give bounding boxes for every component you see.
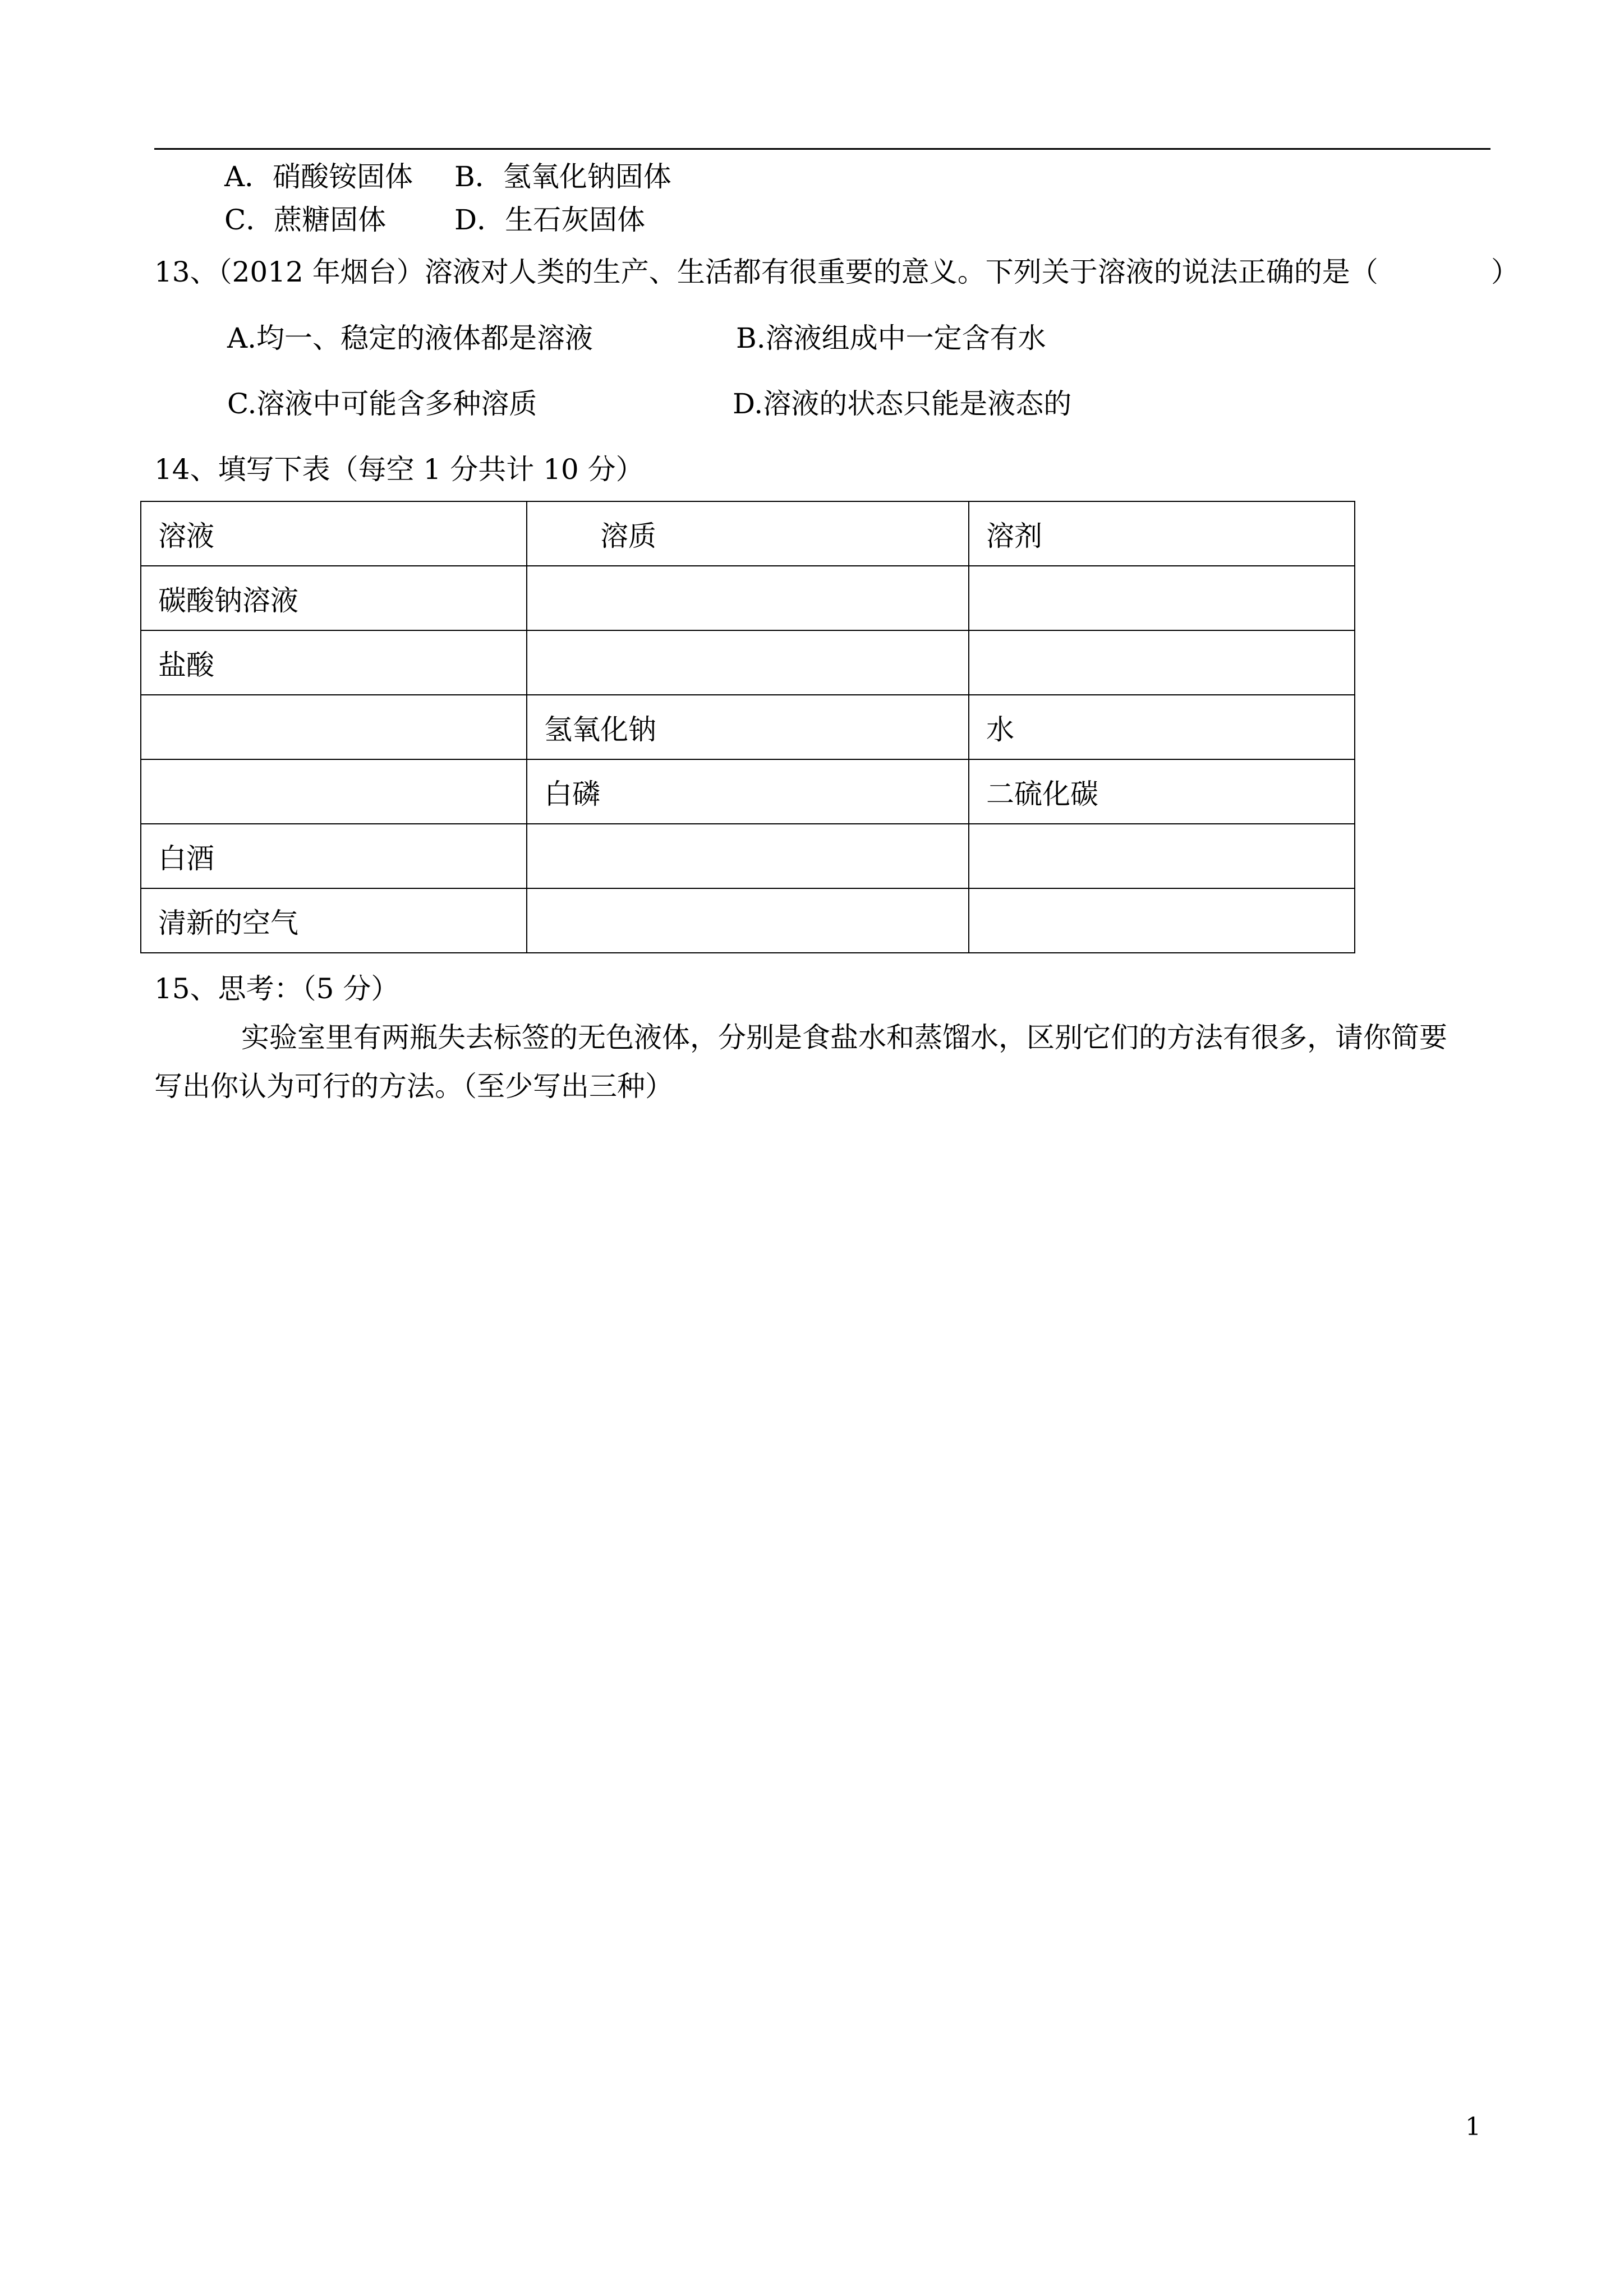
table-cell: 碳酸钠溶液	[141, 566, 527, 630]
table-row	[141, 630, 1355, 695]
q15-stem: 15、思考：（5 分）	[154, 972, 399, 1005]
q14-stem: 14、填写下表（每空 1 分共计 10 分）	[154, 453, 644, 486]
table-cell	[527, 566, 969, 630]
header-cell-solvent: 溶剂	[969, 501, 1355, 566]
table-row	[141, 695, 1355, 759]
table-cell: 白酒	[141, 824, 527, 888]
table-cell: 清新的空气	[141, 888, 527, 953]
table-cell	[969, 630, 1355, 695]
table-row	[141, 759, 1355, 824]
fill-in-table	[140, 501, 1355, 953]
table-cell	[141, 759, 527, 824]
table-cell	[527, 888, 969, 953]
page-number: 1	[1465, 2113, 1481, 2141]
table-cell	[969, 888, 1355, 953]
q12-option-a: A．硝酸铵固体	[224, 160, 413, 193]
q12-option-d: D．生石灰固体	[454, 204, 646, 236]
table-row	[141, 888, 1355, 953]
table-header-row	[141, 501, 1355, 566]
header-cell-solute: 溶质	[527, 501, 969, 566]
table-cell: 氢氧化钠	[527, 695, 969, 759]
q15-body-line1: 实验室里有两瓶失去标签的无色液体，分别是食盐水和蒸馏水，区别它们的方法有很多，请你简要	[241, 1021, 1447, 1054]
q15-body-line2: 写出你认为可行的方法。（至少写出三种）	[154, 1070, 673, 1103]
header-rule	[154, 148, 1490, 150]
table-cell: 白磷	[527, 759, 969, 824]
table-row	[141, 566, 1355, 630]
q13-option-d: D.溶液的状态只能是液态的	[733, 388, 1072, 420]
q13-option-c: C.溶液中可能含多种溶质	[227, 388, 537, 420]
q13-option-a: A.均一、稳定的液体都是溶液	[227, 322, 594, 354]
table-cell	[527, 630, 969, 695]
table-cell	[141, 695, 527, 759]
q13-option-b: B.溶液组成中一定含有水	[736, 322, 1046, 354]
q13-stem: 13、（2012 年烟台）溶液对人类的生产、生活都有很重要的意义。下列关于溶液的说法正确的是（	[154, 256, 1378, 288]
table-row	[141, 824, 1355, 888]
table-cell: 盐酸	[141, 630, 527, 695]
q12-option-c: C．蔗糖固体	[224, 204, 387, 236]
q12-option-b: B．氢氧化钠固体	[454, 160, 671, 193]
q13-stem-close: ）	[1491, 256, 1519, 288]
table-cell	[969, 566, 1355, 630]
table-cell	[527, 824, 969, 888]
table-cell: 二硫化碳	[969, 759, 1355, 824]
table-cell	[969, 824, 1355, 888]
table-cell: 水	[969, 695, 1355, 759]
header-cell-solution: 溶液	[141, 501, 527, 566]
